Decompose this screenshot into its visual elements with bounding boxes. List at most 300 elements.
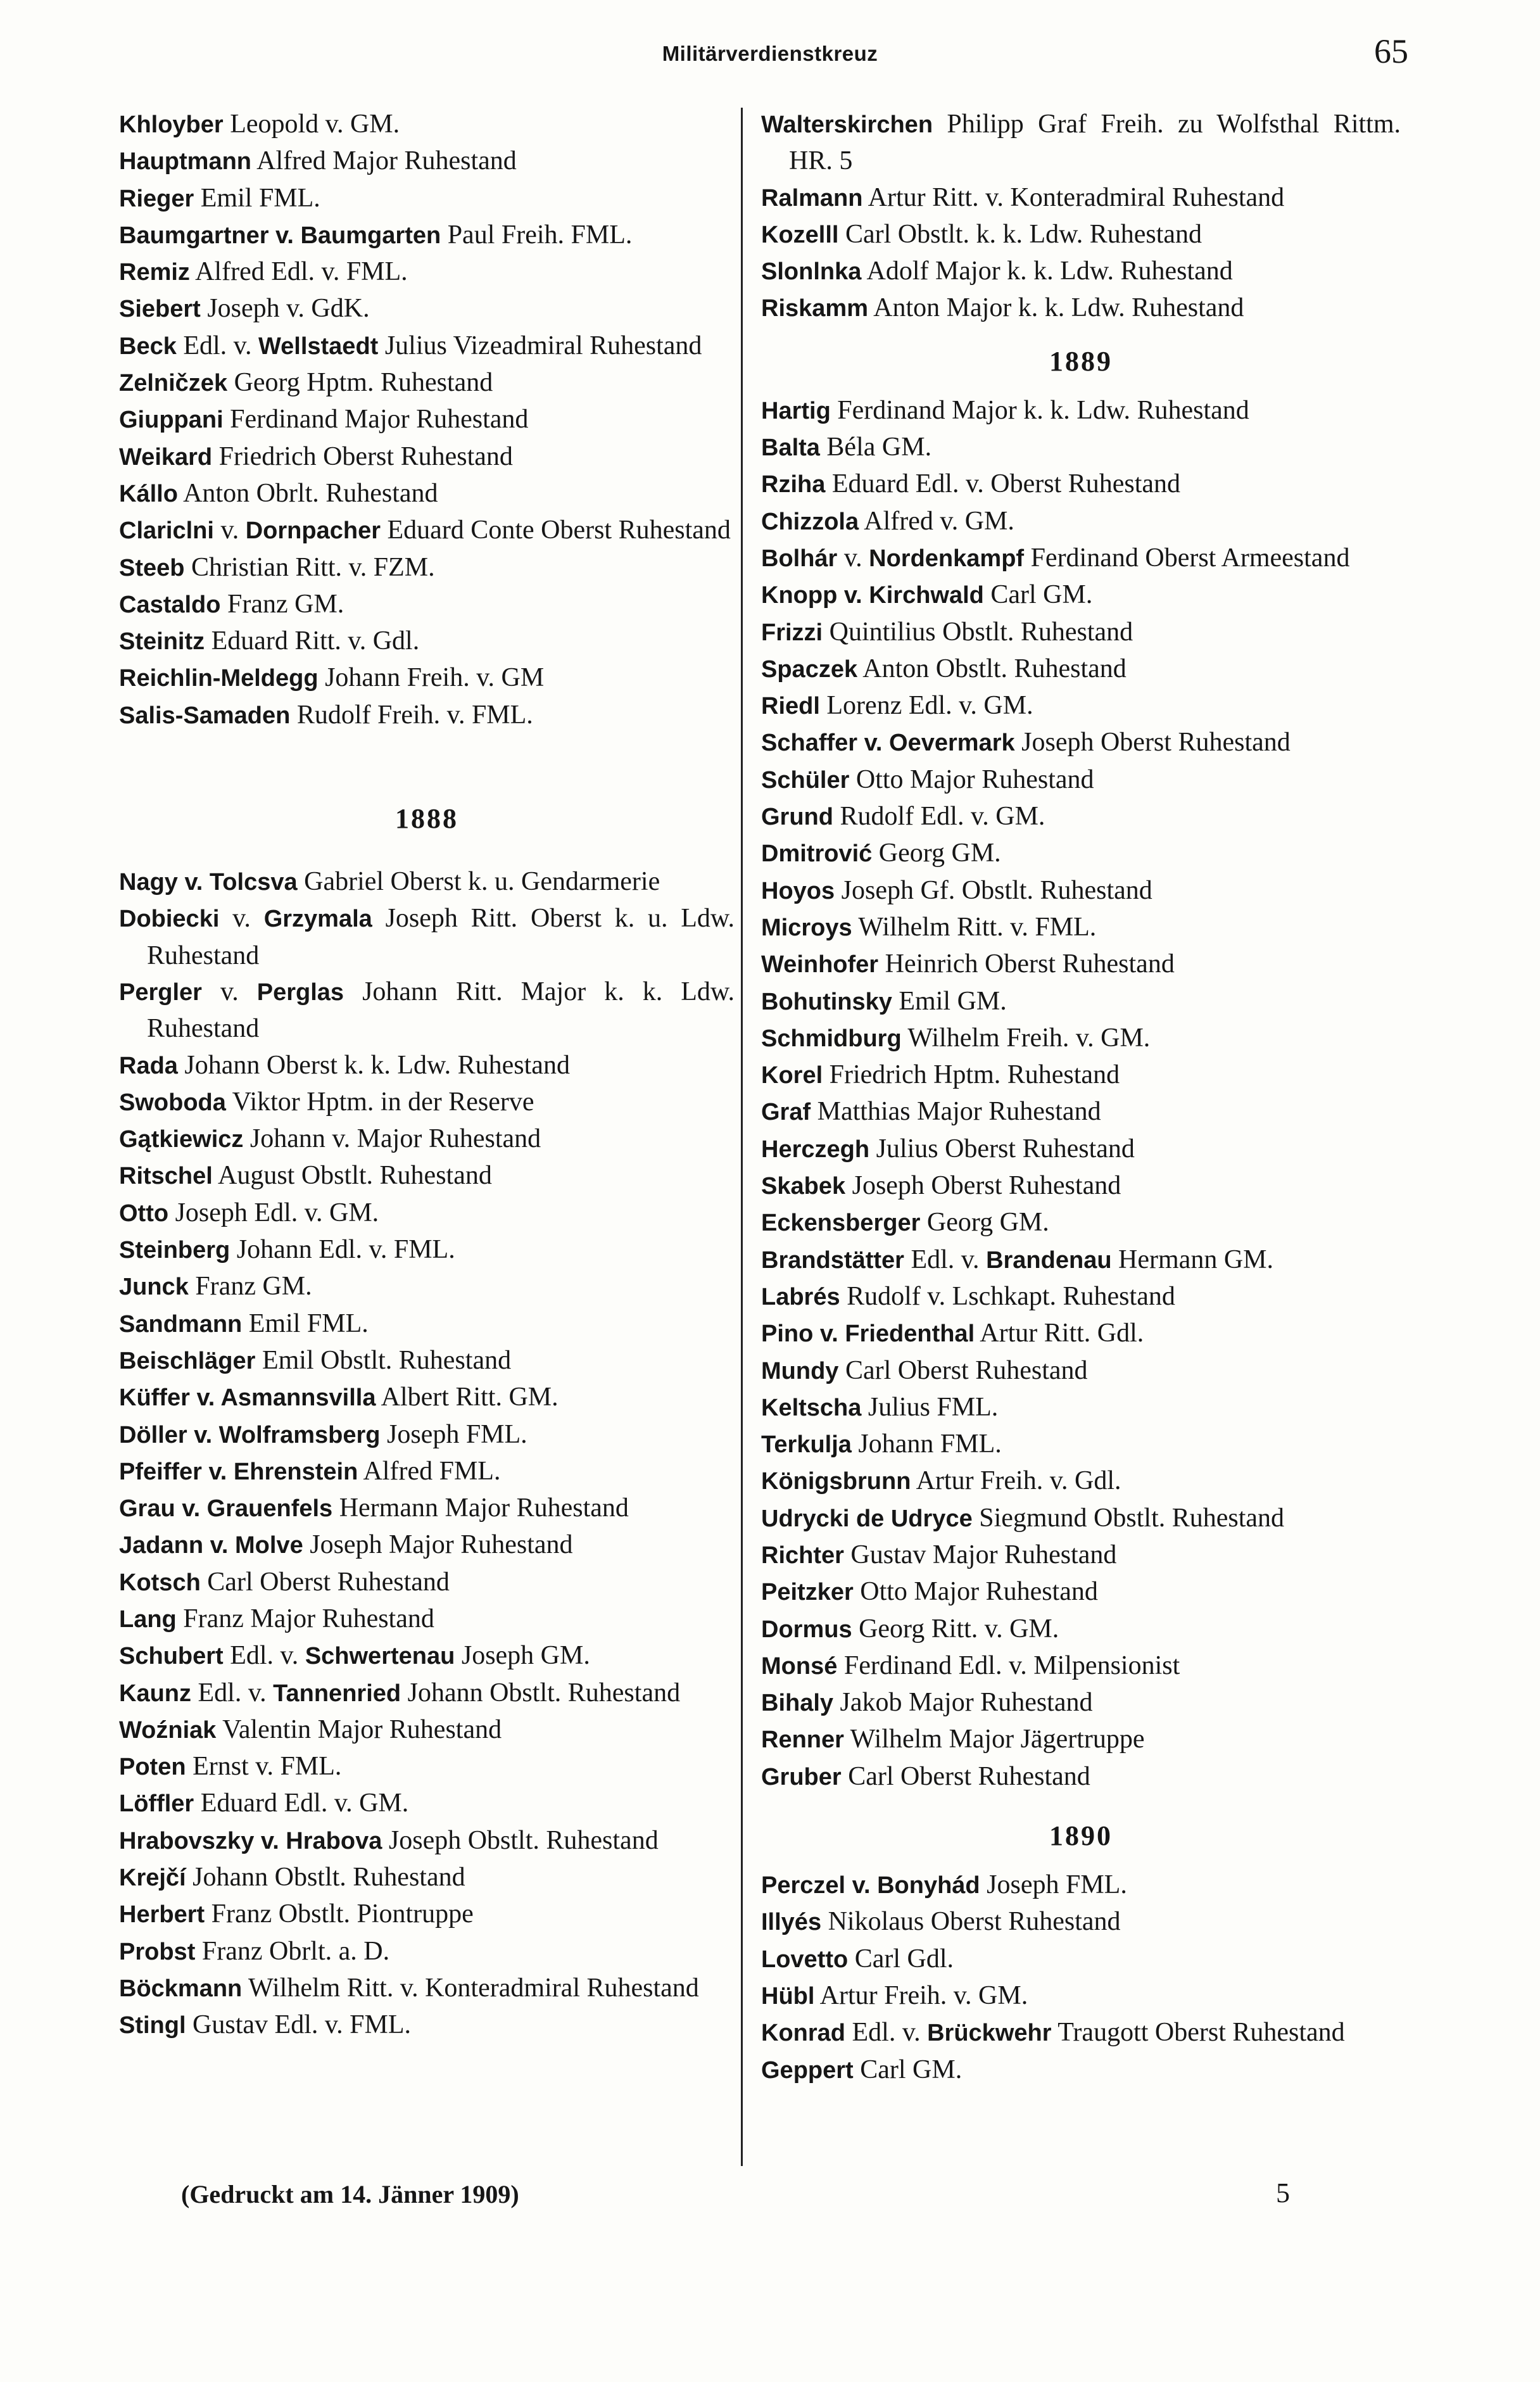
entry-surname: Steeb <box>119 554 185 581</box>
entry-details: Leopold v. GM. <box>223 110 400 139</box>
entry-details: Philipp Graf Freih. zu Wolfsthal Rittm. HR. 5 <box>789 110 1401 176</box>
list-item <box>119 365 735 402</box>
list-item <box>119 974 735 1048</box>
entry-surname: Kaunz <box>119 1680 191 1707</box>
entry-details: Friedrich Hptm. Ruhestand <box>823 1060 1120 1090</box>
entry-details: Joseph Obstlt. Ruhestand <box>382 1825 659 1855</box>
entry-details: Hermann Major Ruhestand <box>332 1493 629 1523</box>
entry-details: Alfred Major Ruhestand <box>251 146 517 176</box>
entry-details: Anton Obrlt. Ruhestand <box>177 478 438 508</box>
entry-surname: Böckmann <box>119 1975 243 2002</box>
entry-surname: Swoboda <box>119 1089 226 1116</box>
entry-surname: Hrabovszky v. Hrabova <box>119 1827 382 1854</box>
entry-surname: Frizzi <box>761 619 823 646</box>
entry-surname: Gruber <box>761 1763 842 1790</box>
page-number: 65 <box>1374 32 1408 70</box>
entry-details: Eduard Edl. v. GM. <box>194 1789 409 1818</box>
entry-details: Georg GM. <box>872 839 1001 868</box>
entry-surname: Lovetto <box>761 1946 849 1973</box>
list-item <box>761 1941 1401 1978</box>
list-item <box>119 1269 735 1305</box>
entry-surname: Beischläger <box>119 1347 256 1374</box>
list-item <box>119 402 735 438</box>
list-item <box>761 762 1401 799</box>
entry-surname: Steinitz <box>119 628 205 656</box>
list-item <box>119 1490 735 1527</box>
list-item <box>119 623 735 660</box>
entry-surname: Dobiecki <box>119 906 220 933</box>
entry-surname: Richter <box>761 1542 844 1569</box>
entry-surname: Tannenried <box>273 1680 401 1707</box>
entry-surname: Konrad <box>761 2020 845 2047</box>
entry-details: Carl Obstlt. k. k. Ldw. Ruhestand <box>838 219 1202 249</box>
entry-details: Béla GM. <box>819 433 932 462</box>
entry-surname: Döller v. Wolframsberg <box>119 1421 381 1448</box>
entry-surname: Jadann v. Molve <box>119 1532 303 1559</box>
entry-details: Rudolf Freih. v. FML. <box>290 700 533 730</box>
entry-surname: Gątkiewicz <box>119 1126 244 1153</box>
list-item <box>761 1057 1401 1094</box>
list-item <box>119 550 735 586</box>
entry-surname: Riedl <box>761 693 820 720</box>
entry-surname: Perczel v. Bonyhád <box>761 1872 980 1899</box>
entry-surname: Pino v. Friedenthal <box>761 1321 975 1348</box>
entry-surname: Grau v. Grauenfels <box>119 1495 333 1523</box>
list-item <box>761 217 1401 253</box>
entry-details: Jakob Major Ruhestand <box>833 1688 1093 1718</box>
list-item <box>761 725 1401 761</box>
list-item <box>119 1785 735 1822</box>
entry-details: v. <box>213 516 246 545</box>
entry-surname: Otto <box>119 1200 169 1227</box>
entry-surname: Riskamm <box>761 295 868 322</box>
entry-surname: Brandenau <box>986 1246 1112 1274</box>
right-entries-1888 <box>761 106 1401 327</box>
entry-details: Alfred FML. <box>358 1456 501 1486</box>
entry-details: Ernst v. FML. <box>186 1752 342 1782</box>
entry-details: Wilhelm Ritt. v. Konteradmiral Ruhestand <box>242 1973 699 2003</box>
entry-details: Ferdinand Oberst Armeestand <box>1024 543 1350 573</box>
entry-details: Gustav Major Ruhestand <box>843 1540 1117 1569</box>
entry-details: Viktor Hptm. in der Reserve <box>225 1087 534 1117</box>
list-item <box>761 614 1401 651</box>
entry-surname: Ralmann <box>761 184 863 212</box>
entry-surname: Korel <box>761 1062 823 1089</box>
entry-surname: Keltscha <box>761 1394 862 1421</box>
entry-surname: Schmidburg <box>761 1025 902 1052</box>
list-item <box>119 901 735 974</box>
entry-details: Joseph Edl. v. GM. <box>168 1198 379 1227</box>
sheet-number: 5 <box>1276 2177 1290 2208</box>
list-item <box>761 984 1401 1020</box>
entry-surname: Renner <box>761 1726 844 1754</box>
entry-details: Wilhelm Major Jägertruppe <box>843 1725 1145 1754</box>
list-item <box>119 1306 735 1343</box>
entry-details: Eduard Ritt. v. Gdl. <box>205 626 420 656</box>
entry-details: Joseph Major Ruhestand <box>303 1530 573 1560</box>
entry-surname: Königsbrunn <box>761 1468 911 1495</box>
entry-details: Gustav Edl. v. FML. <box>186 2010 411 2040</box>
list-item <box>761 1279 1401 1315</box>
entry-details: Carl GM. <box>853 2055 962 2084</box>
entry-details: Emil FML. <box>242 1308 369 1338</box>
entry-details: Eduard Edl. v. Oberst Ruhestand <box>825 469 1181 499</box>
entry-surname: Bolhár <box>761 545 838 572</box>
entry-details: Albert Ritt. GM. <box>376 1383 559 1412</box>
entry-details: Artur Ritt. Gdl. <box>975 1319 1144 1348</box>
entry-details: Edl. v. <box>904 1245 987 1274</box>
entry-details: v. <box>219 904 264 934</box>
list-item <box>119 254 735 291</box>
entry-surname: Mundy <box>761 1357 839 1384</box>
entry-surname: Giuppani <box>119 407 224 434</box>
list-item <box>761 946 1401 983</box>
entry-surname: Bohutinsky <box>761 988 892 1015</box>
entry-surname: Rziha <box>761 471 826 498</box>
list-item <box>761 1537 1401 1574</box>
entry-surname: Weinhofer <box>761 951 879 979</box>
entry-details: Georg GM. <box>920 1208 1049 1238</box>
entry-details: Quintilius Obstlt. Ruhestand <box>823 617 1133 647</box>
entry-surname: Monsé <box>761 1652 838 1680</box>
entry-surname: Junck <box>119 1274 189 1301</box>
list-item <box>119 2007 735 2044</box>
entry-details: Carl Oberst Ruhestand <box>200 1567 450 1597</box>
entry-details: Anton Major k. k. Ldw. Ruhestand <box>868 293 1244 323</box>
entry-details: Joseph Oberst Ruhestand <box>845 1171 1121 1201</box>
entry-surname: Salis-Samaden <box>119 702 291 729</box>
entry-surname: Siebert <box>119 296 201 323</box>
entry-details: Siegmund Obstlt. Ruhestand <box>972 1503 1285 1533</box>
list-item <box>761 1131 1401 1168</box>
list-item <box>119 1048 735 1084</box>
entry-details: Alfred Edl. v. FML. <box>189 257 408 287</box>
right-entries-1889 <box>761 393 1401 1796</box>
entry-surname: Wellstaedt <box>258 333 379 360</box>
entry-details: Emil Obstlt. Ruhestand <box>255 1345 512 1375</box>
left-column <box>119 106 735 2044</box>
entry-details: Heinrich Oberst Ruhestand <box>878 949 1175 979</box>
entry-details: Carl Oberst Ruhestand <box>838 1355 1088 1385</box>
print-date-note: (Gedruckt am 14. Jänner 1909) <box>181 2180 519 2208</box>
list-item <box>761 1205 1401 1241</box>
entry-surname: Hoyos <box>761 877 835 904</box>
list-item <box>119 1896 735 1933</box>
entry-surname: Krejčí <box>119 1865 186 1892</box>
list-item <box>119 439 735 476</box>
entry-surname: Eckensberger <box>761 1210 921 1237</box>
entry-details: Franz GM. <box>188 1272 312 1302</box>
entry-surname: Hauptmann <box>119 148 251 175</box>
entry-details: Joseph Ritt. Oberst k. u. Ldw. Ruhestand <box>147 904 735 970</box>
list-item <box>761 1426 1401 1463</box>
list-item <box>761 393 1401 429</box>
entry-surname: Kállo <box>119 480 178 507</box>
list-item <box>761 1867 1401 1904</box>
entry-details: Edl. v. <box>845 2018 928 2048</box>
column-divider <box>741 108 743 2166</box>
entry-surname: Pfeiffer v. Ehrenstein <box>119 1458 358 1485</box>
entry-details: Rudolf v. Lschkapt. Ruhestand <box>840 1281 1175 1311</box>
list-item <box>761 1390 1401 1426</box>
year-heading-1890: 1890 <box>1049 1820 1113 1852</box>
list-item <box>119 1675 735 1712</box>
entry-surname: Nagy v. Tolcsva <box>119 869 298 896</box>
list-item <box>761 253 1401 290</box>
entry-surname: Nordenkampf <box>869 545 1025 572</box>
entry-details: Georg Hptm. Ruhestand <box>227 368 493 398</box>
entry-details: Ferdinand Major k. k. Ldw. Ruhestand <box>830 395 1249 425</box>
list-item <box>119 217 735 254</box>
list-item <box>761 1463 1401 1500</box>
list-item <box>119 291 735 327</box>
list-item <box>119 1417 735 1454</box>
list-item <box>119 1343 735 1379</box>
entry-surname: Bihaly <box>761 1690 834 1717</box>
list-item <box>761 835 1401 872</box>
list-item <box>761 1904 1401 1941</box>
entry-surname: Löffler <box>119 1790 194 1818</box>
list-item <box>119 1158 735 1194</box>
list-item <box>119 1638 735 1675</box>
entry-details: Lorenz Edl. v. GM. <box>819 691 1033 721</box>
entry-details: v. <box>201 977 257 1006</box>
entry-details: Johann Obstlt. Ruhestand <box>186 1863 465 1892</box>
entry-surname: Perglas <box>256 979 344 1006</box>
entry-surname: Kotsch <box>119 1569 201 1596</box>
entry-details: Alfred v. GM. <box>859 506 1014 536</box>
entry-details: Paul Freih. FML. <box>441 220 633 250</box>
left-entries-1888 <box>119 864 735 2044</box>
list-item <box>119 1121 735 1158</box>
entry-details: Otto Major Ruhestand <box>853 1577 1098 1607</box>
entry-surname: Spaczek <box>761 656 858 683</box>
entry-details: Gabriel Oberst k. u. Gendarmerie <box>297 867 660 897</box>
list-item <box>119 512 735 549</box>
list-item <box>761 1500 1401 1537</box>
list-item <box>119 1564 735 1601</box>
entry-surname: Terkulja <box>761 1431 852 1459</box>
entry-surname: Rieger <box>119 185 194 212</box>
list-item <box>119 1232 735 1269</box>
entry-surname: Castaldo <box>119 591 221 618</box>
list-item <box>119 1823 735 1859</box>
entry-details: Eduard Conte Oberst Ruhestand <box>381 516 731 545</box>
list-item <box>761 1611 1401 1648</box>
entry-surname: Sandmann <box>119 1310 243 1338</box>
entry-surname: Rada <box>119 1052 178 1079</box>
entry-details: Carl Gdl. <box>848 1944 954 1973</box>
entry-surname: Brandstätter <box>761 1246 904 1274</box>
entry-surname: Poten <box>119 1754 186 1781</box>
list-item <box>761 1721 1401 1758</box>
list-item <box>119 1970 735 2007</box>
list-item <box>119 1712 735 1749</box>
entry-details: Ferdinand Major Ruhestand <box>223 405 529 434</box>
entry-surname: Schaffer v. Oevermark <box>761 730 1015 757</box>
entry-details: Johann Freih. v. GM <box>318 663 545 693</box>
list-item <box>761 909 1401 946</box>
list-item <box>761 1242 1401 1279</box>
entry-details: Edl. v. <box>223 1641 305 1671</box>
entry-details: Joseph Oberst Ruhestand <box>1014 728 1291 757</box>
list-item <box>761 873 1401 909</box>
list-item <box>119 181 735 217</box>
entry-details: Franz GM. <box>220 589 344 619</box>
entry-details: Carl Oberst Ruhestand <box>841 1761 1090 1791</box>
entry-details: Friedrich Oberst Ruhestand <box>212 441 513 471</box>
entry-details: Hermann GM. <box>1111 1245 1273 1274</box>
entry-details: Nikolaus Oberst Ruhestand <box>821 1907 1121 1937</box>
list-item <box>119 1379 735 1416</box>
list-item <box>761 651 1401 688</box>
entry-surname: Kozelll <box>761 221 839 248</box>
list-item <box>119 1859 735 1896</box>
list-item <box>119 1934 735 1970</box>
list-item <box>761 1574 1401 1611</box>
entry-details: August Obstlt. Ruhestand <box>212 1161 492 1191</box>
list-item <box>761 577 1401 614</box>
entry-details: Johann FML. <box>851 1429 1002 1459</box>
entry-details: Joseph GM. <box>455 1641 590 1671</box>
entry-details: Edl. v. <box>191 1678 274 1707</box>
list-item <box>119 697 735 734</box>
entry-surname: Küffer v. Asmannsvilla <box>119 1384 376 1412</box>
list-item <box>761 1168 1401 1205</box>
list-item <box>761 180 1401 217</box>
running-header: Militärverdienstkreuz <box>662 42 878 65</box>
entry-details: Artur Freih. v. GM. <box>814 1980 1028 2010</box>
list-item <box>119 1527 735 1564</box>
entry-surname: Chizzola <box>761 508 859 535</box>
entry-surname: Lang <box>119 1606 177 1633</box>
entry-details: Edl. v. <box>176 331 258 360</box>
list-item <box>119 1601 735 1638</box>
list-item <box>761 1685 1401 1721</box>
list-item <box>761 1648 1401 1685</box>
list-item <box>761 1020 1401 1057</box>
entry-surname: Dormus <box>761 1616 852 1643</box>
list-item <box>119 1084 735 1121</box>
list-item <box>119 1195 735 1232</box>
entry-details: Artur Ritt. v. Konteradmiral Ruhestand <box>862 182 1285 212</box>
list-item <box>761 1759 1401 1796</box>
entry-details: Johann Obstlt. Ruhestand <box>401 1678 681 1707</box>
entry-surname: Steinberg <box>119 1237 230 1264</box>
list-item <box>761 1353 1401 1390</box>
entry-surname: Schwertenau <box>305 1643 455 1670</box>
entry-surname: Knopp v. Kirchwald <box>761 582 984 609</box>
entry-surname: Woźniak <box>119 1716 217 1744</box>
entry-surname: Dornpacher <box>245 517 381 545</box>
entry-surname: Reichlin-Meldegg <box>119 665 319 692</box>
entry-details: Artur Freih. v. Gdl. <box>911 1466 1121 1496</box>
entry-surname: Schüler <box>761 766 850 794</box>
entry-details: Johann v. Major Ruhestand <box>243 1124 541 1154</box>
entry-details: Valentin Major Ruhestand <box>216 1714 502 1744</box>
entry-details: Wilhelm Ritt. v. FML. <box>852 912 1097 942</box>
list-item <box>119 106 735 143</box>
entry-surname: Peitzker <box>761 1579 854 1606</box>
entry-surname: Remiz <box>119 259 190 286</box>
entry-details: v. <box>837 543 869 573</box>
entry-surname: Grund <box>761 804 833 831</box>
entry-surname: Labrés <box>761 1283 840 1310</box>
list-item <box>761 1094 1401 1131</box>
list-item <box>119 1454 735 1490</box>
entry-details: Otto Major Ruhestand <box>849 764 1094 794</box>
list-item <box>761 799 1401 835</box>
entry-surname: Probst <box>119 1938 196 1965</box>
entry-details: Emil GM. <box>892 986 1007 1016</box>
entry-surname: Weikard <box>119 443 213 471</box>
entry-details: Franz Obrlt. a. D. <box>195 1936 390 1966</box>
list-item <box>119 328 735 365</box>
list-item <box>761 504 1401 540</box>
entry-details: Matthias Major Ruhestand <box>811 1097 1101 1127</box>
list-item <box>761 290 1401 327</box>
entry-surname: Clariclni <box>119 517 214 545</box>
right-column <box>761 106 1401 2089</box>
year-heading-1888: 1888 <box>395 803 458 835</box>
entry-details: Johann Oberst k. k. Ldw. Ruhestand <box>177 1050 570 1080</box>
list-item <box>761 429 1401 466</box>
list-item <box>119 586 735 623</box>
entry-surname: Walterskirchen <box>761 111 933 138</box>
left-entries-before-1888 <box>119 106 735 734</box>
entry-surname: Schubert <box>119 1643 224 1670</box>
entry-surname: Herczegh <box>761 1136 870 1163</box>
entry-surname: Geppert <box>761 2056 854 2084</box>
entry-surname: Graf <box>761 1099 811 1126</box>
list-item <box>119 864 735 901</box>
entry-details: Emil FML. <box>194 183 320 213</box>
entry-surname: Slonlnka <box>761 258 862 286</box>
year-heading-1889: 1889 <box>1049 345 1113 377</box>
entry-details: Franz Obstlt. Piontruppe <box>205 1899 474 1929</box>
entry-details: Christian Ritt. v. FZM. <box>184 552 435 582</box>
entry-surname: Skabek <box>761 1173 846 1200</box>
list-item <box>761 688 1401 725</box>
list-item <box>119 476 735 512</box>
entry-details: Ferdinand Edl. v. Milpensionist <box>837 1650 1180 1680</box>
entry-details: Carl GM. <box>983 580 1093 610</box>
entry-surname: Khloyber <box>119 111 224 138</box>
entry-surname: Pergler <box>119 979 202 1006</box>
entry-surname: Zelničzek <box>119 370 228 397</box>
list-item <box>761 466 1401 503</box>
entry-details: Joseph v. GdK. <box>200 294 370 324</box>
right-entries-1890 <box>761 1867 1401 2089</box>
list-item <box>119 143 735 180</box>
entry-details: Johann Ritt. Major k. k. Ldw. Ruhestand <box>147 977 735 1044</box>
entry-surname: Illyés <box>761 1909 822 1936</box>
entry-surname: Hübl <box>761 1982 815 2010</box>
list-item <box>761 106 1401 180</box>
entry-details: Adolf Major k. k. Ldw. Ruhestand <box>861 257 1233 286</box>
entry-details: Julius Oberst Ruhestand <box>869 1134 1135 1163</box>
list-item <box>761 2052 1401 2089</box>
entry-details: Julius FML. <box>861 1392 999 1422</box>
list-item <box>761 1315 1401 1352</box>
entry-surname: Stingl <box>119 2012 186 2039</box>
entry-surname: Dmitrović <box>761 840 873 868</box>
entry-details: Joseph FML. <box>980 1870 1127 1900</box>
entry-details: Franz Major Ruhestand <box>176 1604 434 1633</box>
entry-details: Joseph FML. <box>380 1419 527 1449</box>
entry-surname: Hartig <box>761 397 831 424</box>
entry-surname: Ritschel <box>119 1163 213 1190</box>
